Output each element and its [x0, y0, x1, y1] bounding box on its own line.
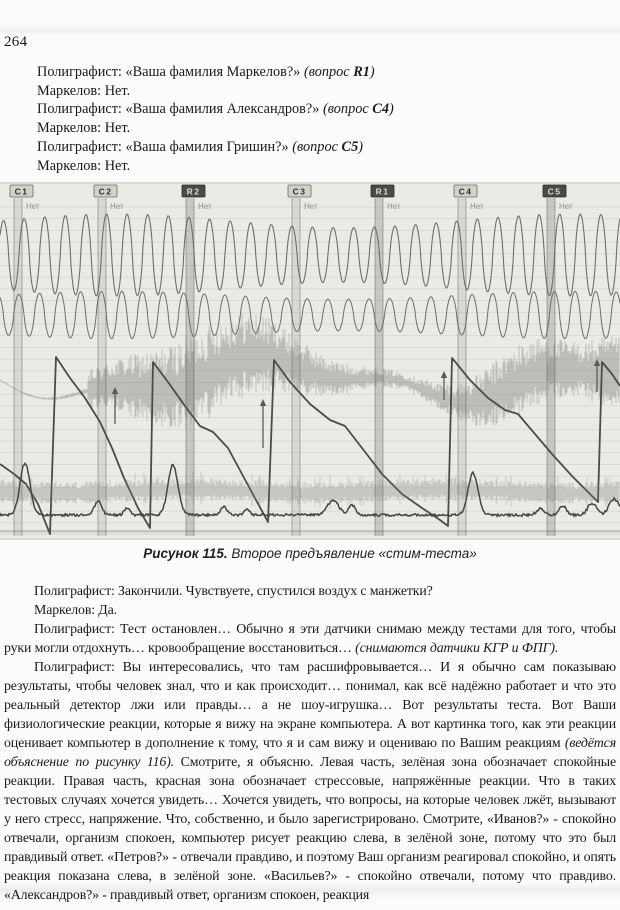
dialogue-text: Маркелов: Нет. — [37, 120, 131, 137]
dialogue-line — [37, 119, 614, 138]
dialogue-text: Полиграфист: «Ваша фамилия Александров?» — [37, 101, 323, 118]
dialogue-line: Полиграфист: Тест остановлен… Обычно я эти датчики снимаю между тестами для того, чтобы руки могли отдохнуть… кровообращение восстановиться… (снимаются датчики КГР и ФПГ). — [4, 622, 616, 656]
answer-label: Нет — [559, 202, 573, 211]
dialogue-line: Маркелов: Да. — [34, 603, 117, 618]
question-marker-label: C5 — [547, 186, 562, 197]
question-marker-label: C2 — [98, 186, 113, 197]
question-code: (вопрос R1) — [303, 64, 375, 80]
dialogue-bottom — [4, 582, 616, 905]
question-marker-label: R2 — [186, 186, 201, 197]
answer-label: Нет — [110, 202, 124, 211]
stage-direction: (снимаются датчики КГР и ФПГ). — [355, 641, 559, 656]
dialogue-line: Полиграфист: Закончили. Чувствуете, спустился воздух с манжетки? — [34, 584, 433, 599]
dialogue-line — [37, 138, 614, 157]
dialogue-text: Маркелов: Нет. — [37, 82, 131, 99]
question-code: (вопрос C5) — [292, 138, 363, 155]
stage-direction: (ведётся объяснение по рисунку 116). — [4, 736, 616, 770]
dialogue-text: Маркелов: Нет. — [37, 157, 131, 174]
dialogue-text: Полиграфист: «Ваша фамилия Маркелов?» — [37, 64, 304, 80]
answer-label: Нет — [304, 202, 318, 211]
dialogue-top — [37, 63, 614, 175]
page-number: 264 — [4, 34, 28, 50]
figure-caption — [0, 546, 620, 561]
question-marker-label: C3 — [292, 186, 307, 197]
dialogue-text: Полиграфист: «Ваша фамилия Гришин?» — [37, 138, 293, 155]
answer-label: Нет — [26, 202, 40, 211]
figure-caption-title: Второе предъявление «стим-теста» — [227, 546, 477, 561]
polygraph-chart — [0, 182, 620, 540]
question-marker-label: C4 — [458, 186, 473, 197]
answer-label: Нет — [387, 202, 401, 211]
dialogue-line — [37, 100, 614, 119]
question-marker-label: R1 — [375, 186, 390, 197]
dialogue-line — [37, 63, 614, 82]
question-marker-label: C1 — [14, 186, 29, 197]
answer-label: Нет — [470, 202, 484, 211]
dialogue-line — [37, 82, 614, 101]
answer-label: Нет — [198, 202, 212, 211]
question-code: (вопрос C4) — [323, 101, 394, 118]
polygraph-chart-figure — [0, 182, 620, 540]
figure-caption-number: Рисунок 115. — [143, 546, 228, 561]
dialogue-line: Полиграфист: Вы интересовались, что там расшифровывается… И я обычно сам показываю результаты, чтобы человек знал, что и как происходит… понимал, как всё надёжно работает и что это реальный детектор лжи или правды… а не шоу-игрушка… Вот результаты теста. Вот Ваши физиологические реакции, которые я вижу на экране компьютера. А вот картинка того, как эти реакции оценивает компьютер в дополнение к тому, что я и сам вижу и оцениваю по Вашим реакциям (ведётся объяснение по рисунку 116). Смотрите, я объясню. Левая часть, зелёная зона обозначает спокойные реакции. Правая часть, красная зона обозначает стрессовые, напряжённые реакции. Что в таких тестовых случаях хочется увидеть… Хочется увидеть, что вопросы, на которые человек лжёт, вызывают у него стресс, напряжение. Что, собственно, и было зарегистрировано. Смотрите, «Иванов?» - спокойно отвечали, организм спокоен, компьютер рисует реакцию слева, в зелёной зоне, потому что это был правдивый ответ. «Петров?» - отвечали правдиво, и поэтому Ваш организм реагировал спокойно, и опять реакция показана слева, в зелёной зоне. «Васильев?» - спокойно отвечали, потому что правдиво. «Александров?» - правдивый ответ, организм спокоен, реакция — [4, 660, 616, 903]
dialogue-line — [37, 157, 614, 176]
